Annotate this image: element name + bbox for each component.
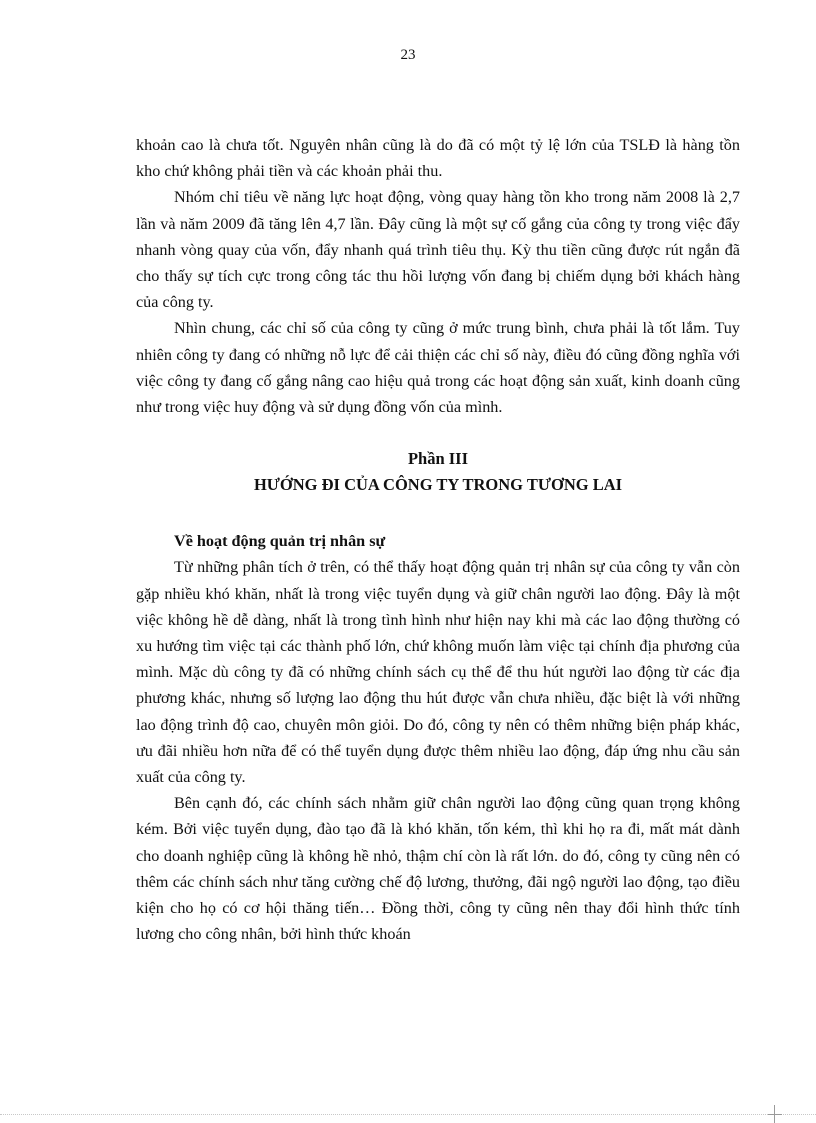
subsection-heading: Về hoạt động quản trị nhân sự	[174, 532, 386, 551]
paragraph-continuation: khoản cao là chưa tốt. Nguyên nhân cũng là do đã có một tỷ lệ lớn của TSLĐ là hàng tồn kho chứ không phải tiền và các khoản phải thu.	[136, 136, 740, 181]
page-number: 23	[400, 47, 416, 63]
section-title: HƯỚNG ĐI CỦA CÔNG TY TRONG TƯƠNG LAI	[253, 475, 623, 495]
paragraph-hr-retention: Bên cạnh đó, các chính sách nhằm giữ chân người lao động cũng quan trọng không kém. Bởi việc tuyển dụng, đào tạo đã là khó khăn, tốn kém, thì khi họ ra đi, mất mát dành cho doanh nghiệp cũng là không hề nhỏ, thậm chí còn là rất lớn. do đó, công ty cũng nên có thêm các chính sách như tăng cường chế độ lương, thưởng, đãi ngộ người lao động, tạo điều kiện cho họ có cơ hội thăng tiến… Đồng thời, công ty cũng nên thay đổi hình thức tính lương cho công nhân, bởi hình thức khoán	[136, 794, 740, 944]
paragraph-hr-recruitment: Từ những phân tích ở trên, có thể thấy hoạt động quản trị nhân sự của công ty vẫn còn gặp nhiều khó khăn, nhất là trong việc tuyển dụng và giữ chân người lao động. Đây là một việc không hề dễ dàng, nhất là trong tình hình như hiện nay khi mà các lao động thường có xu hướng tìm việc tại các thành phố lớn, chứ không muốn làm việc tại chính địa phương của mình. Mặc dù công ty đã có những chính sách cụ thể để thu hút người lao động từ các địa phương khác, nhưng số lượng lao động thu hút được vẫn chưa nhiều, đặc biệt là với những lao động trình độ cao, chuyên môn giỏi. Do đó, công ty nên có thêm những biện pháp khác, ưu đãi nhiều hơn nữa để có thể tuyển dụng được thêm nhiều lao động, đáp ứng nhu cầu sản xuất của công ty.	[136, 558, 740, 787]
paragraph-activity-ratios: Nhóm chỉ tiêu về năng lực hoạt động, vòng quay hàng tồn kho trong năm 2008 là 2,7 lần và năm 2009 đã tăng lên 4,7 lần. Đây cũng là một sự cố gắng của công ty trong việc đẩy nhanh vòng quay của vốn, đẩy nhanh quá trình tiêu thụ. Kỳ thu tiền cũng được rút ngắn đã cho thấy sự tích cực trong công tác thu hồi lượng vốn đang bị chiếm dụng bởi khách hàng của công ty.	[136, 188, 740, 312]
part-title: Phần III	[407, 449, 469, 469]
crop-mark-icon	[768, 1105, 782, 1123]
paragraph-overall-assessment: Nhìn chung, các chỉ số của công ty cũng ở mức trung bình, chưa phải là tốt lắm. Tuy nhiên công ty đang có những nỗ lực để cải thiện các chỉ số này, điều đó cũng đồng nghĩa với việc công ty đang cố gắng nâng cao hiệu quả trong các hoạt động sản xuất, kinh doanh cũng như trong việc huy động và sử dụng đồng vốn của mình.	[136, 319, 740, 417]
section-heading	[136, 446, 740, 498]
document-body	[136, 132, 740, 947]
page-bottom-rule	[0, 1114, 816, 1115]
